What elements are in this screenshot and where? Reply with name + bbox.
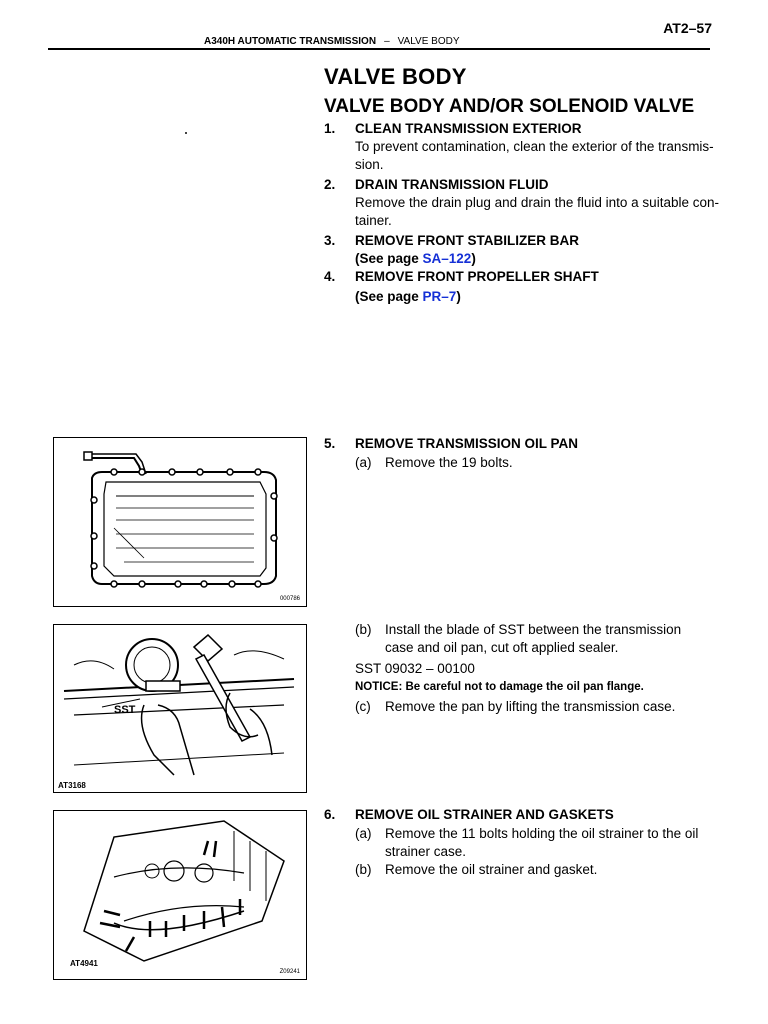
step-number: 3. xyxy=(324,233,336,248)
sub-label: (b) xyxy=(355,862,372,877)
step-number: 6. xyxy=(324,807,336,822)
reference-suffix: ) xyxy=(456,289,461,304)
sst-callout: SST xyxy=(114,704,136,716)
figure-oil-strainer xyxy=(53,810,307,980)
page-title: VALVE BODY xyxy=(324,64,467,89)
step-title: REMOVE OIL STRAINER AND GASKETS xyxy=(355,807,614,822)
header-title xyxy=(204,36,460,47)
step-5-heading xyxy=(324,436,578,451)
step-4-reference xyxy=(355,288,725,306)
oil-pan-illustration xyxy=(54,438,306,606)
sub-text: strainer case. xyxy=(385,844,467,859)
step-6-heading xyxy=(324,807,614,822)
figure-code: 000786 xyxy=(279,596,300,602)
step-3-heading xyxy=(324,233,579,248)
figure-oil-pan xyxy=(53,437,307,607)
header-rule xyxy=(48,48,710,50)
step-title: DRAIN TRANSMISSION FLUID xyxy=(355,177,549,192)
step-number: 5. xyxy=(324,436,336,451)
sub-label: (b) xyxy=(355,622,372,637)
step-title: REMOVE FRONT STABILIZER BAR xyxy=(355,233,579,248)
figure-code: Z09241 xyxy=(279,969,300,975)
figure-label: AT4941 xyxy=(70,959,98,968)
oil-strainer-illustration xyxy=(54,811,306,979)
reference-prefix: (See page xyxy=(355,289,423,304)
sub-text: Install the blade of SST between the transmission xyxy=(385,622,682,637)
step-5c xyxy=(355,698,715,716)
header-section: VALVE BODY xyxy=(397,36,460,47)
step-1-heading xyxy=(324,121,582,136)
sub-label: (a) xyxy=(355,455,372,470)
text-line: To prevent contamination, clean the exterior of the transmis- xyxy=(355,139,714,154)
step-number: 1. xyxy=(324,121,336,136)
header-manual-title: A340H AUTOMATIC TRANSMISSION xyxy=(204,36,377,47)
reference-prefix: (See page xyxy=(355,251,423,266)
text-line: tainer. xyxy=(355,213,392,228)
sub-text: Remove the pan by lifting the transmission case. xyxy=(385,699,676,714)
step-3-reference xyxy=(355,250,725,268)
step-6a xyxy=(355,825,715,861)
step-number: 2. xyxy=(324,177,336,192)
step-1-text xyxy=(355,138,725,174)
step-5a xyxy=(355,454,715,472)
sub-text: Remove the 11 bolts holding the oil strainer to the oil xyxy=(385,826,699,841)
step-2-text xyxy=(355,194,725,230)
figure-sst-blade xyxy=(53,624,307,793)
step-title: CLEAN TRANSMISSION EXTERIOR xyxy=(355,121,582,136)
page-link-sa-122[interactable]: SA–122 xyxy=(422,251,472,266)
sub-label: (c) xyxy=(355,699,371,714)
notice-text: NOTICE: Be careful not to damage the oil pan flange. xyxy=(355,681,644,693)
reference-suffix: ) xyxy=(471,251,476,266)
sub-text: Remove the 19 bolts. xyxy=(385,455,513,470)
text-line: sion. xyxy=(355,157,384,172)
step-4-heading xyxy=(324,269,599,284)
page-link-pr-7[interactable]: PR–7 xyxy=(422,289,457,304)
step-6b xyxy=(355,861,715,879)
sst-number: SST 09032 – 00100 xyxy=(355,661,475,676)
step-title: REMOVE TRANSMISSION OIL PAN xyxy=(355,436,579,451)
figure-label: AT3168 xyxy=(58,781,86,790)
step-number: 4. xyxy=(324,269,336,284)
page-subtitle: VALVE BODY AND/OR SOLENOID VALVE xyxy=(324,96,695,117)
header-separator: – xyxy=(384,36,390,47)
step-title: REMOVE FRONT PROPELLER SHAFT xyxy=(355,269,599,284)
sub-text: case and oil pan, cut oft applied sealer. xyxy=(385,640,619,655)
sub-label: (a) xyxy=(355,826,372,841)
sst-blade-illustration xyxy=(54,625,306,792)
step-2-heading xyxy=(324,177,549,192)
page-number: AT2–57 xyxy=(663,20,712,36)
step-5b xyxy=(355,621,715,657)
speck xyxy=(185,132,187,134)
sub-text: Remove the oil strainer and gasket. xyxy=(385,862,598,877)
text-line: Remove the drain plug and drain the fluid into a suitable con- xyxy=(355,195,719,210)
